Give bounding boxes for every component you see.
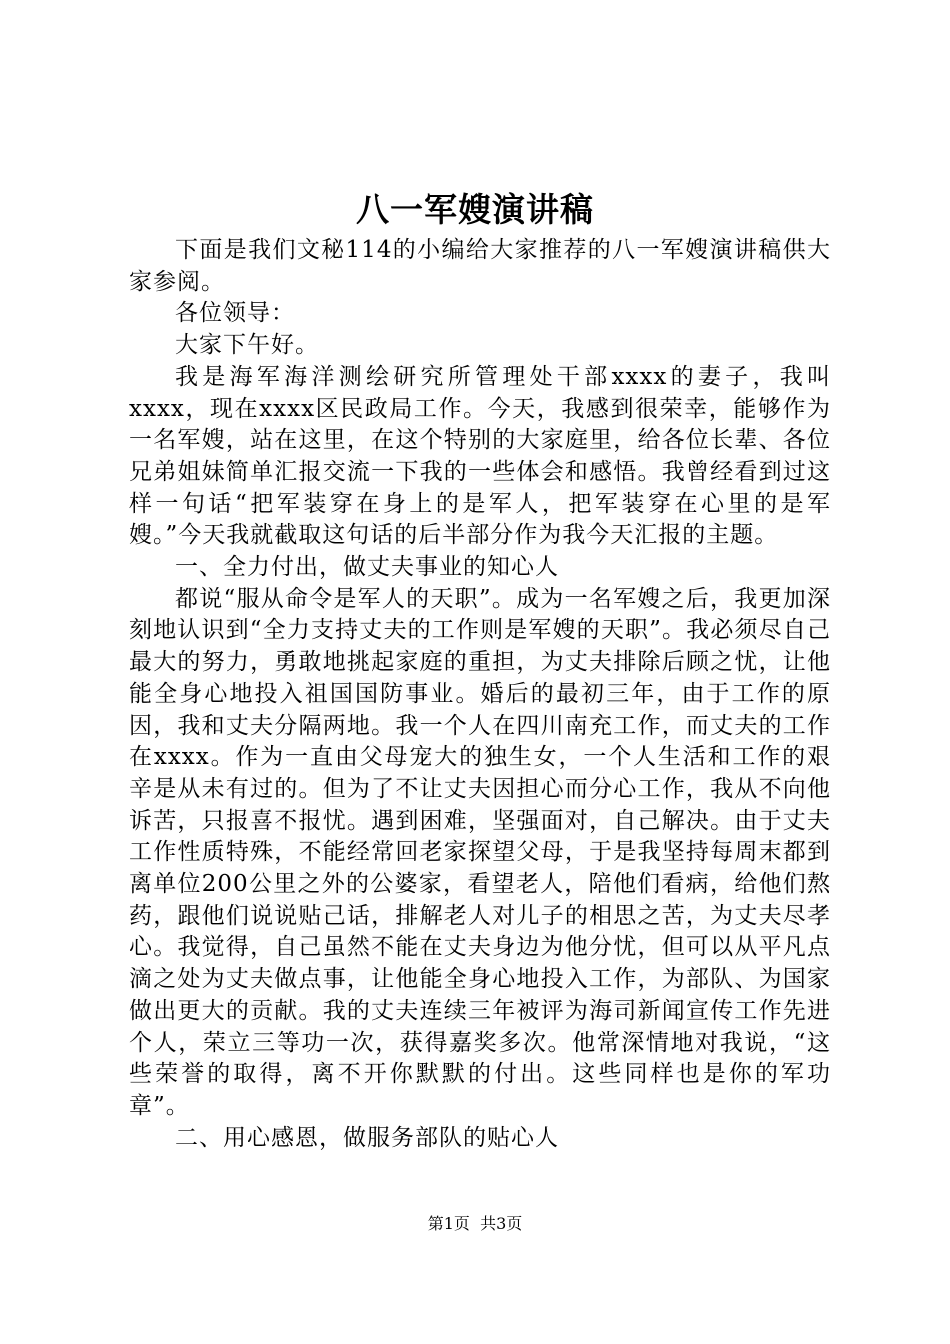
section-heading: 一、全力付出，做丈夫事业的知心人 xyxy=(175,554,559,581)
body-paragraph: 我是海军海洋测绘研究所管理处干部xxxx的妻子，我叫xxxx，现在xxxx区民政局工作。今天，我感到很荣幸，能够作为一名军嫂，站在这里，在这个特别的大家庭里，给各位长辈、各位兄弟姐妹简单汇报交流一下我的一些体会和感悟。我曾经看到过这样一句话“把军装穿在身上的是军人，把军装穿在心里的是军嫂。”今天我就截取这句话的后半部分作为我今天汇报的主题。 xyxy=(129,363,831,549)
page-total: 共3页 xyxy=(480,1214,523,1233)
page-footer xyxy=(0,1212,950,1236)
section-heading: 二、用心感恩，做服务部队的贴心人 xyxy=(175,1124,559,1151)
body-paragraph: 都说“服从命令是军人的天职”。成为一名军嫂之后，我更加深刻地认识到“全力支持丈夫的工作则是军嫂的天职”。我必须尽自己最大的努力，勇敢地挑起家庭的重担，为丈夫排除后顾之忧，让他能全身心地投入祖国国防事业。婚后的最初三年，由于工作的原因，我和丈夫分隔两地。我一个人在四川南充工作，而丈夫的工作在xxxx。作为一直由父母宠大的独生女，一个人生活和工作的艰辛是从未有过的。但为了不让丈夫因担心而分心工作，我从不向他诉苦，只报喜不报忧。遇到困难，坚强面对，自己解决。由于丈夫工作性质特殊，不能经常回老家探望父母，于是我坚持每周末都到离单位200公里之外的公婆家，看望老人，陪他们看病，给他们熬药，跟他们说说贴己话，排解老人对儿子的相思之苦，为丈夫尽孝心。我觉得，自己虽然不能在丈夫身边为他分忧，但可以从平凡点滴之处为丈夫做点事，让他能全身心地投入工作，为部队、为国家做出更大的贡献。我的丈夫连续三年被评为海司新闻宣传工作先进个人，荣立三等功一次，获得嘉奖多次。他常深情地对我说，“这些荣誉的取得，离不开你默默的付出。这些同样也是你的军功章”。 xyxy=(129,585,831,1119)
salutation: 各位领导： xyxy=(175,300,295,327)
document-body xyxy=(129,235,831,1154)
intro-paragraph: 下面是我们文秘114的小编给大家推荐的八一军嫂演讲稿供大家参阅。 xyxy=(129,237,831,295)
document-title: 八一军嫂演讲稿 xyxy=(356,190,594,229)
page-number: 第1页 xyxy=(427,1214,470,1233)
greeting: 大家下午好。 xyxy=(175,332,319,359)
